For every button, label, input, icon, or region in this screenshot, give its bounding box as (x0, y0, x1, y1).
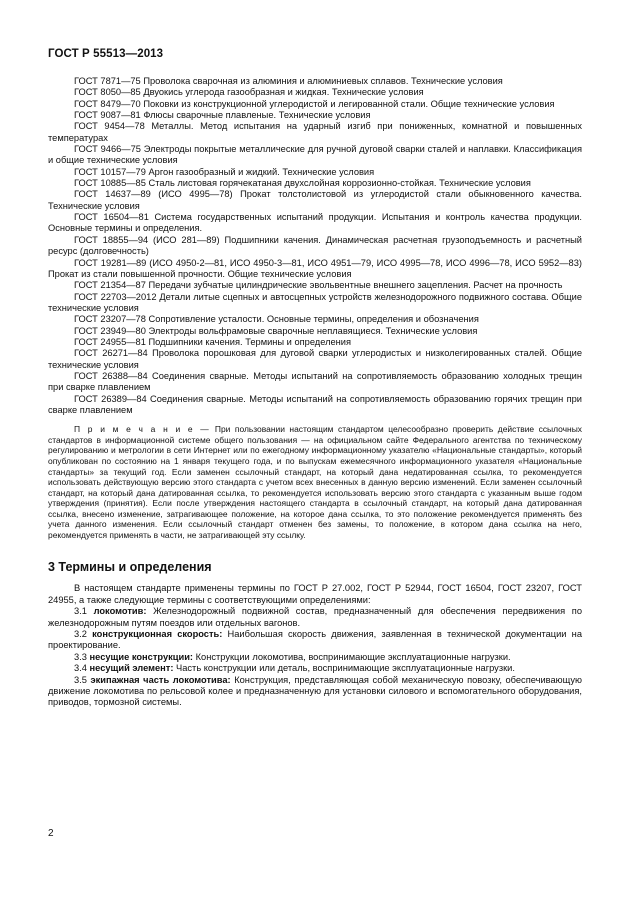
reference-item: ГОСТ 18855—94 (ИСО 281—89) Подшипники качения. Динамическая расчетная грузоподъемность и расчетный ресурс (долговечность) (48, 234, 582, 257)
term-definition: Конструкции локомотива, воспринимающие эксплуатационные нагрузки. (195, 651, 511, 662)
term-number: 3.5 (74, 674, 87, 685)
reference-item: ГОСТ 26389—84 Соединения сварные. Методы испытаний на сопротивляемость образованию горячих трещин при сварке плавлением (48, 393, 582, 415)
term-definition: Наибольшая скорость движения, заявленная в технической документации на проектирование. (48, 628, 582, 651)
section-title: 3 Термины и определения (48, 560, 212, 575)
document-page (48, 48, 582, 709)
term-item (48, 606, 582, 629)
term-name: несущие конструкции: (89, 651, 194, 662)
reference-item: ГОСТ 23207—78 Сопротивление усталости. Основные термины, определения и обозначения (74, 314, 479, 325)
term-definition: Железнодорожный подвижной состав, предназначенный для обеспечения передвижения по железнодорожным путям поездов или отдельных вагонов. (48, 606, 582, 628)
reference-item: ГОСТ 16504—81 Система государственных испытаний продукции. Испытания и контроль качества продукции. Основные термины и определения. (48, 212, 582, 234)
term-item (48, 629, 582, 652)
term-name: локомотив: (93, 606, 147, 617)
reference-item: ГОСТ 9466—75 Электроды покрытые металлические для ручной дуговой сварки сталей и наплавки. Классификация и общие технические условия (48, 144, 582, 166)
normative-references-list (48, 76, 582, 416)
term-name: конструкционная скорость: (92, 628, 223, 639)
reference-item: ГОСТ 26388—84 Соединения сварные. Методы испытаний на сопротивляемость образованию холодных трещин при сварке плавлением (48, 370, 582, 393)
reference-item: ГОСТ 9087—81 Флюсы сварочные плавленые. Технические условия (74, 110, 371, 121)
reference-item: ГОСТ 8050—85 Двуокись углерода газообразная и жидкая. Технические условия (74, 87, 424, 98)
term-number: 3.3 (74, 651, 87, 662)
term-definition: Конструкция, представляющая собой механическую повозку, обеспечивающую движение локомотива по рельсовой колее и предназначенную для установки силового и вспомогательного оборудования, приводов, тормозной системы. (48, 674, 582, 708)
reference-item: ГОСТ 22703—2012 Детали литые сцепных и автосцепных устройств железнодорожного подвижного состава. Общие технические условия (48, 291, 582, 313)
note-text: При пользовании настоящим стандартом целесообразно проверить действие ссылочных стандартов в информационной системе общего пользования — на официальном сайте Федерального агентства по техническому регулированию и метрологии в сети Интернет или по ежегодному информационному указателю «Национальные стандарты», который опубликован по состоянию на 1 января текущего года, и по выпускам ежемесячного информационного указателя «Национальные стандарты» за текущий год. Если заменен ссылочный стандарт, на который дана недатированная ссылка, то рекомендуется использовать действующую версию этого стандарта с учетом всех внесенных в данную версию изменений. Если заменен ссылочный стандарт, на который дана датированная ссылка, то рекомендуется использовать версию этого стандарта с указанным выше годом утверждения (принятия). Если после утверждения настоящего стандарта в ссылочный стандарт, на который дана датированная ссылка, внесено изменение, затрагивающее положение, на которое дана ссылка, то это положение рекомендуется применять без учета данного изменения. Если ссылочный стандарт отменен без замены, то положение, в котором дана ссылка на него, рекомендуется применять в части, не затрагивающей эту ссылку. (48, 424, 582, 540)
reference-item: ГОСТ 14637—89 (ИСО 4995—78) Прокат толстолистовой из углеродистой стали обыкновенного качества. Технические условия (48, 189, 582, 211)
reference-item: ГОСТ 23949—80 Электроды вольфрамовые сварочные неплавящиеся. Технические условия (74, 325, 478, 336)
reference-item: ГОСТ 10885—85 Сталь листовая горячекатаная двухслойная коррозионно-стойкая. Технические условия (74, 178, 531, 189)
term-name: экипажная часть локомотива: (90, 674, 231, 685)
document-header: ГОСТ Р 55513—2013 (48, 48, 164, 60)
reference-item: ГОСТ 24955—81 Подшипники качения. Термины и определения (74, 336, 352, 347)
term-item (48, 675, 582, 709)
terms-list (48, 583, 582, 708)
term-number: 3.1 (74, 606, 87, 617)
term-definition: Часть конструкции или деталь, воспринимающие эксплуатационные нагрузки. (176, 663, 515, 674)
note-paragraph (48, 424, 582, 540)
term-name: несущий элемент: (89, 663, 174, 674)
reference-item: ГОСТ 19281—89 (ИСО 4950-2—81, ИСО 4950-3—81, ИСО 4951—79, ИСО 4995—78, ИСО 4996—78, ИСО 5952—83) Прокат из стали повышенной прочности. Общие технические условия (48, 257, 582, 279)
note-label: П р и м е ч а н и е — (74, 424, 211, 435)
page-number: 2 (48, 828, 54, 839)
reference-item: ГОСТ 9454—78 Металлы. Метод испытания на ударный изгиб при пониженных, комнатной и повышенных температурах (48, 121, 582, 143)
reference-item: ГОСТ 8479—70 Поковки из конструкционной углеродистой и легированной стали. Общие технические условия (74, 98, 555, 109)
term-item (48, 663, 582, 674)
section-intro: В настоящем стандарте применены термины по ГОСТ Р 27.002, ГОСТ Р 52944, ГОСТ 16504, ГОСТ 23207, ГОСТ 24955, а также следующие термины с соответствующими определениями: (48, 583, 582, 605)
term-number: 3.4 (74, 663, 87, 674)
term-number: 3.2 (74, 628, 87, 639)
reference-item: ГОСТ 26271—84 Проволока порошковая для дуговой сварки углеродистых и низколегированных сталей. Общие технические условия (48, 348, 582, 370)
term-item (48, 652, 582, 663)
reference-item: ГОСТ 21354—87 Передачи зубчатые цилиндрические эвольвентные внешнего зацепления. Расчет на прочность (74, 280, 563, 291)
reference-item: ГОСТ 10157—79 Аргон газообразный и жидкий. Технические условия (74, 166, 375, 177)
reference-item: ГОСТ 7871—75 Проволока сварочная из алюминия и алюминиевых сплавов. Технические условия (74, 76, 503, 86)
